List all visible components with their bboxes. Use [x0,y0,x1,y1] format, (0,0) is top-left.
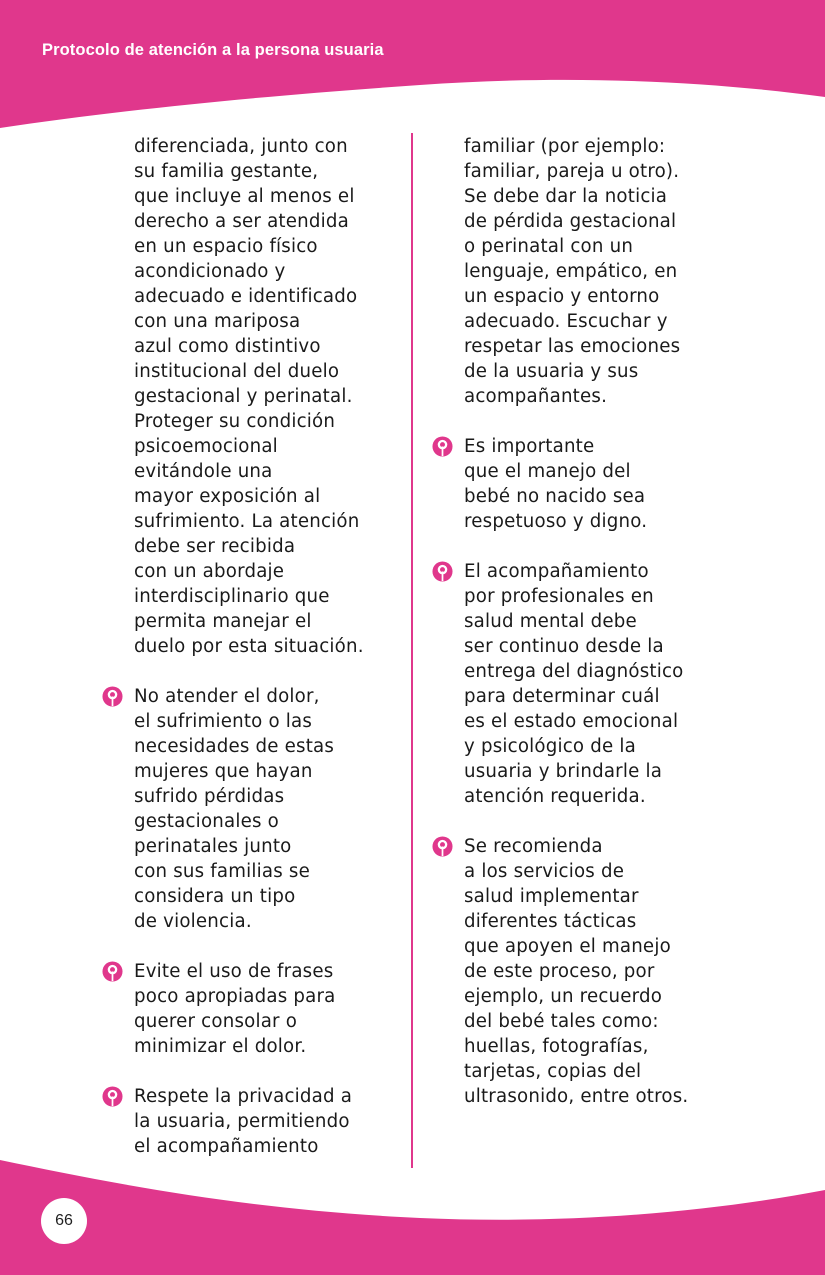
text-line: debe ser recibida [134,536,296,557]
text-line: acompañantes. [464,386,608,407]
text-line: ser continuo desde la [464,636,664,657]
text-line: Evite el uso de frases [134,961,334,982]
text-line: diferenciada, junto con [134,136,348,157]
text-line: del bebé tales como: [464,1011,659,1032]
text-line: derecho a ser atendida [134,211,349,232]
text-line: azul como distintivo [134,336,321,357]
text-line: sufrimiento. La atención [134,511,360,532]
text-line: interdisciplinario que [134,586,330,607]
text-line: por profesionales en [464,586,654,607]
text-line: permita manejar el [134,611,312,632]
header-title: Protocolo de atención a la persona usuaria [42,41,384,59]
bullet-pin-icon [432,436,453,457]
text-line: la usuaria, permitiendo [134,1111,350,1132]
text-line: que incluye al menos el [134,186,355,207]
text-line: Es importante [464,436,595,457]
text-line: su familia gestante, [134,161,319,182]
text-line: gestacional y perinatal. [134,386,353,407]
text-line: con un abordaje [134,561,285,582]
text-line: institucional del duelo [134,361,340,382]
text-line: ultrasonido, entre otros. [464,1086,689,1107]
text-line: necesidades de estas [134,736,335,757]
text-line: atención requerida. [464,786,646,807]
left-column [102,134,402,1159]
left-bullet-list [102,684,402,1159]
text-line: No atender el dolor, [134,686,320,707]
text-line: psicoemocional [134,436,278,457]
text-line: Se debe dar la noticia [464,186,668,207]
bullet-item [102,684,402,934]
text-line: familiar, pareja u otro). [464,161,680,182]
text-line: y psicológico de la [464,736,636,757]
text-line: usuaria y brindarle la [464,761,663,782]
text-line: lenguaje, empático, en [464,261,678,282]
text-line: acondicionado y [134,261,286,282]
text-line: que el manejo del [464,461,631,482]
page-number: 66 [55,1212,73,1229]
text-line: huellas, fotografías, [464,1036,649,1057]
right-continuation-paragraph [432,134,732,409]
bullet-item [432,559,732,809]
text-line: con una mariposa [134,311,301,332]
bullet-pin-icon [432,561,453,582]
text-line: de este proceso, por [464,961,655,982]
text-line: adecuado. Escuchar y [464,311,668,332]
text-line: en un espacio físico [134,236,318,257]
right-column [432,134,732,1109]
left-continuation-paragraph [102,134,402,659]
text-line: de violencia. [134,911,252,932]
text-line: mujeres que hayan [134,761,313,782]
text-line: a los servicios de [464,861,625,882]
text-line: de pérdida gestacional [464,211,677,232]
text-line: Proteger su condición [134,411,336,432]
text-line: adecuado e identificado [134,286,358,307]
text-line: el acompañamiento [134,1136,319,1157]
text-line: querer consolar o [134,1011,298,1032]
bullet-pin-icon [102,961,123,982]
text-line: ejemplo, un recuerdo [464,986,663,1007]
text-line: o perinatal con un [464,236,634,257]
bullet-item [432,434,732,534]
text-line: gestacionales o [134,811,279,832]
text-line: mayor exposición al [134,486,321,507]
column-divider [411,133,413,1168]
bullet-pin-icon [432,836,453,857]
text-line: evitándole una [134,461,273,482]
text-line: respetuoso y digno. [464,511,648,532]
text-line: duelo por esta situación. [134,636,364,657]
text-line: entrega del diagnóstico [464,661,684,682]
text-line: Respete la privacidad a [134,1086,353,1107]
page-number-badge [41,1198,87,1244]
text-line: familiar (por ejemplo: [464,136,666,157]
text-line: con sus familias se [134,861,310,882]
text-line: perinatales junto [134,836,292,857]
text-line: diferentes tácticas [464,911,637,932]
bullet-item [102,959,402,1059]
text-line: respetar las emociones [464,336,681,357]
text-line: considera un tipo [134,886,296,907]
text-line: para determinar cuál [464,686,660,707]
text-line: Se recomienda [464,836,603,857]
header-band [0,0,825,128]
bullet-item [102,1084,402,1159]
text-line: poco apropiadas para [134,986,336,1007]
text-line: que apoyen el manejo [464,936,671,957]
bullet-pin-icon [102,686,123,707]
text-line: el sufrimiento o las [134,711,313,732]
text-line: minimizar el dolor. [134,1036,307,1057]
text-line: El acompañamiento [464,561,649,582]
text-line: bebé no nacido sea [464,486,646,507]
bullet-pin-icon [102,1086,123,1107]
text-line: tarjetas, copias del [464,1061,642,1082]
text-line: salud implementar [464,886,639,907]
footer-band [0,1160,825,1275]
right-bullet-list [432,434,732,1109]
text-line: sufrido pérdidas [134,786,285,807]
text-line: salud mental debe [464,611,637,632]
text-line: es el estado emocional [464,711,679,732]
bullet-item [432,834,732,1109]
text-line: de la usuaria y sus [464,361,639,382]
text-line: un espacio y entorno [464,286,660,307]
